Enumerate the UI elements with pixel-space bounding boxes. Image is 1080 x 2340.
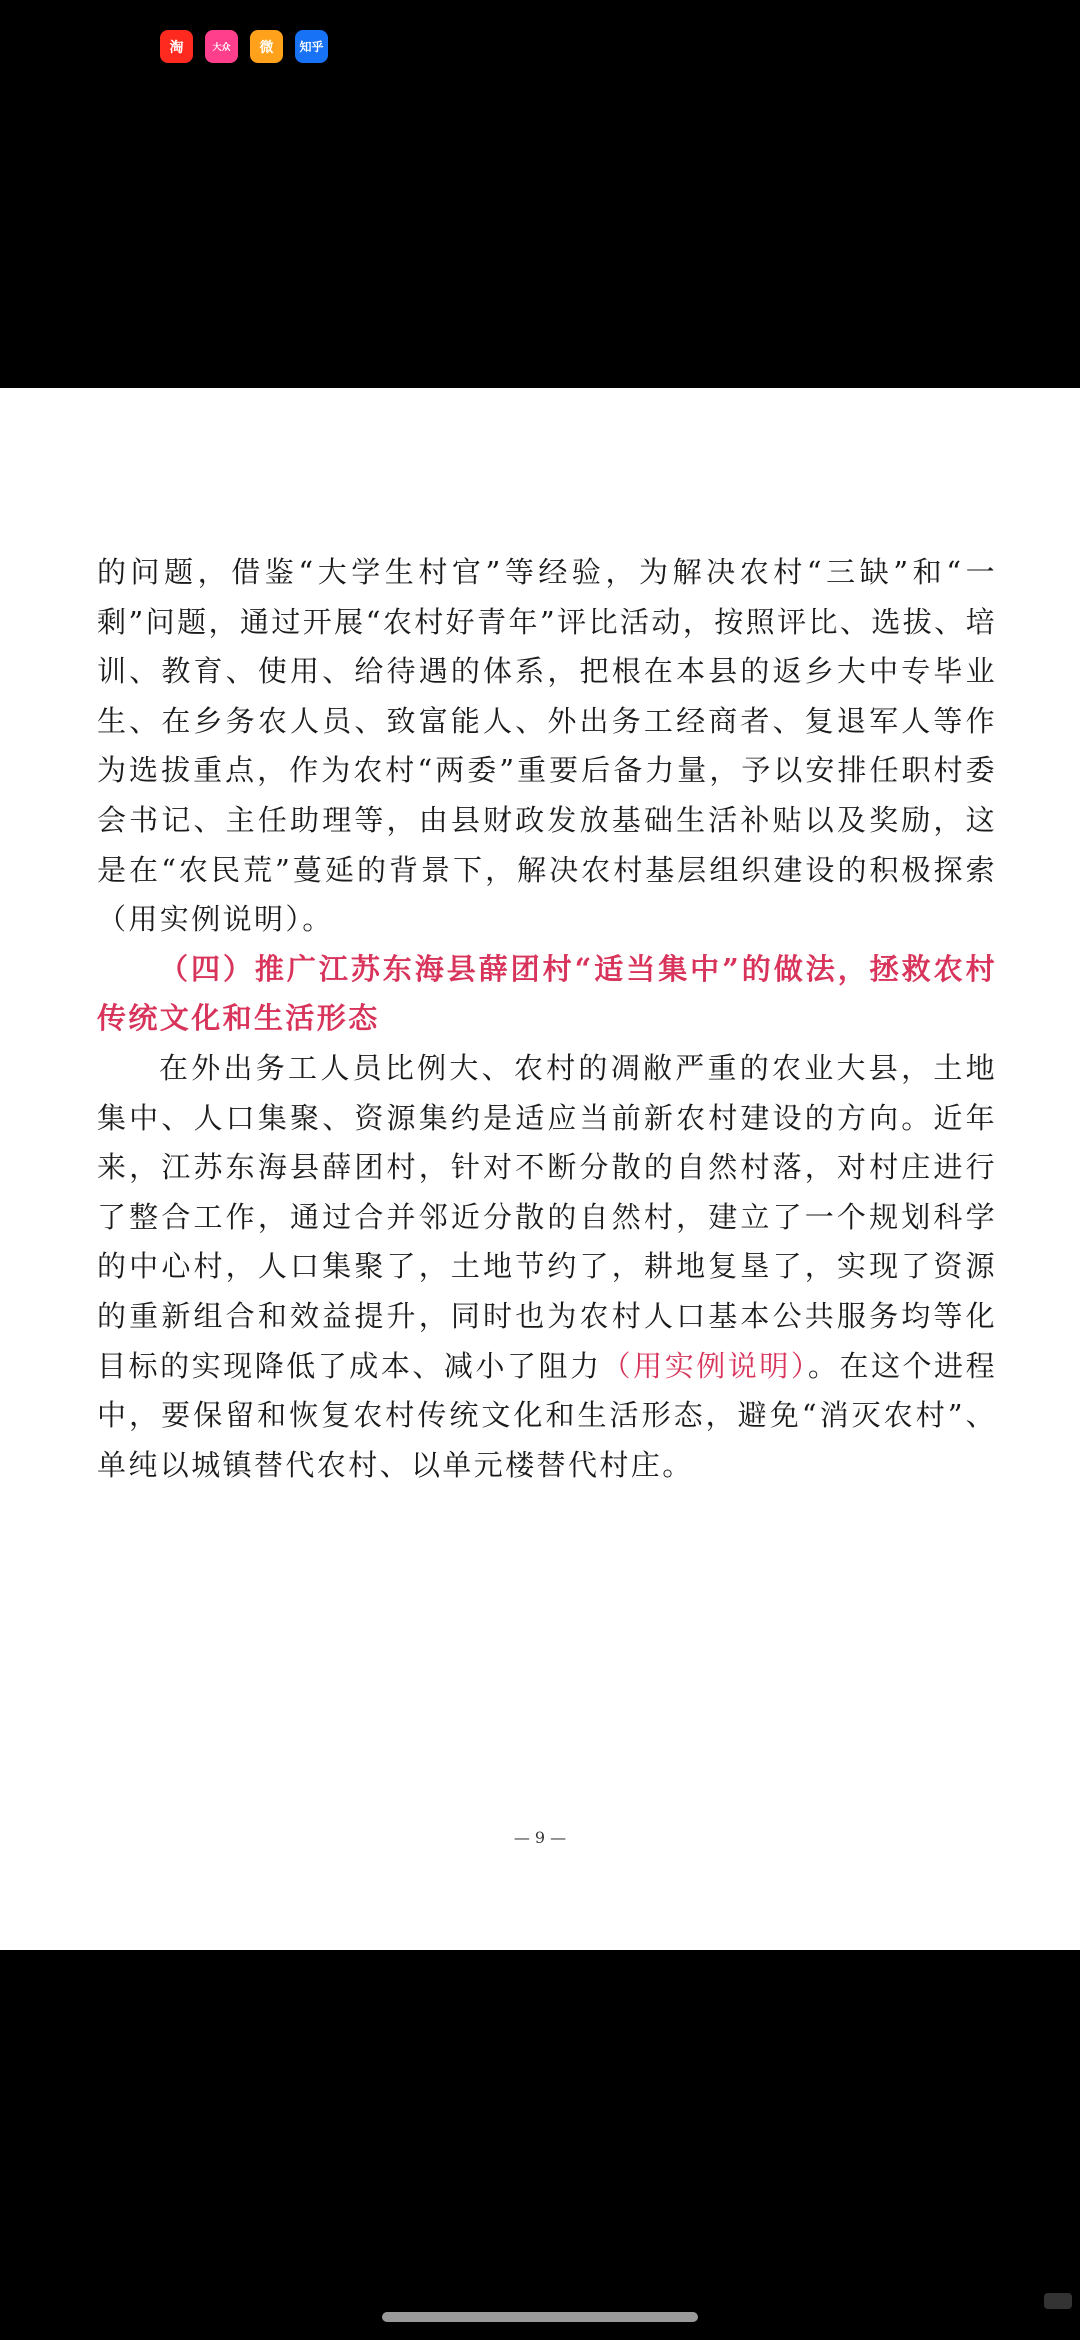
zhihu-icon: 知乎	[295, 30, 328, 63]
notification-app-icons	[160, 30, 328, 63]
taobao-icon: 淘	[160, 30, 193, 63]
example-note: （用实例说明）	[601, 1348, 808, 1383]
paragraph-main-text-b: 。在这个进程中，要保留和恢复农村传统文化和生活形态，避免“消灭农村”、单纯以城镇替代农村、以单元楼替代村庄。	[97, 1348, 997, 1482]
paragraph-main-text-a: 在外出务工人员比例大、农村的凋敝严重的农业大县，土地集中、人口集聚、资源集约是适应当前新农村建设的方向。近年来，江苏东海县薛团村，针对不断分散的自然村落，对村庄进行了整合工作，通过合并邻近分散的自然村，建立了一个规划科学的中心村，人口集聚了，土地节约了，耕地复垦了，实现了资源的重新组合和效益提升，同时也为农村人口基本公共服务均等化目标的实现降低了成本、减小了阻力	[97, 1050, 997, 1383]
document-content	[97, 548, 997, 1490]
status-bar	[0, 0, 1080, 100]
paragraph-main	[97, 1044, 997, 1490]
dianping-icon: 大众	[205, 30, 238, 63]
home-indicator[interactable]	[382, 2312, 698, 2322]
section-heading: （四）推广江苏东海县薛团村“适当集中”的做法，拯救农村传统文化和生活形态	[97, 951, 997, 1036]
corner-badge-icon	[1044, 2293, 1072, 2309]
weibo-icon: 微	[250, 30, 283, 63]
page-number: — 9 —	[513, 1828, 567, 1847]
paragraph-continued: 的问题，借鉴“大学生村官”等经验，为解决农村“三缺”和“一剩”问题，通过开展“农村好青年”评比活动，按照评比、选拔、培训、教育、使用、给待遇的体系，把根在本县的返乡大中专毕业生、在乡务农人员、致富能人、外出务工经商者、复退军人等作为选拔重点，作为农村“两委”重要后备力量，予以安排任职村委会书记、主任助理等，由县财政发放基础生活补贴以及奖励，这是在“农民荒”蔓延的背景下，解决农村基层组织建设的积极探索（用实例说明）。	[97, 555, 997, 937]
document-page[interactable]	[0, 388, 1080, 1950]
